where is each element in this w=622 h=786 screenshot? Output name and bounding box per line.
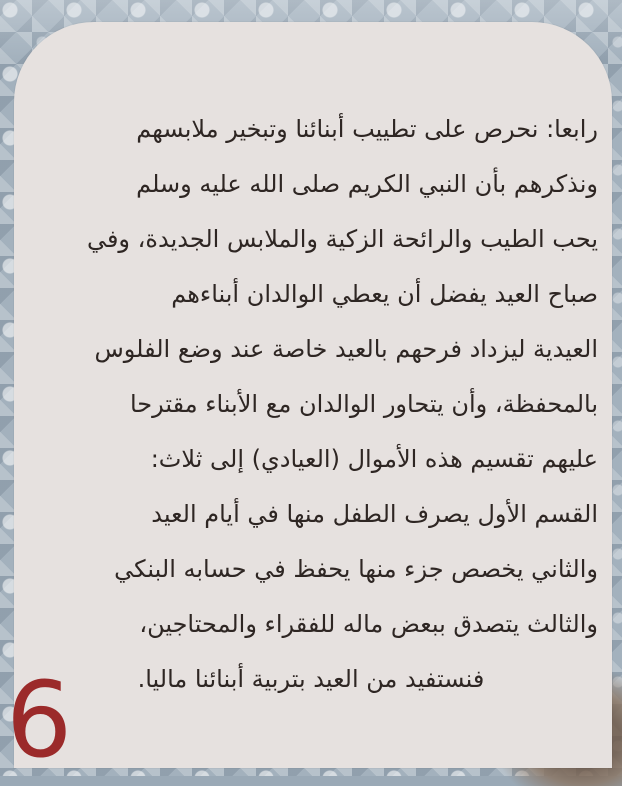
paragraph-line: العيدية ليزداد فرحهم بالعيد خاصة عند وضع الفلوس bbox=[94, 335, 598, 363]
paragraph-line: والثالث يتصدق ببعض ماله للفقراء والمحتاجين، bbox=[139, 610, 598, 638]
text-card bbox=[14, 22, 612, 768]
paragraph-line: فنستفيد من العيد بتربية أبنائنا ماليا. bbox=[137, 665, 485, 693]
paragraph-line: يحب الطيب والرائحة الزكية والملابس الجديدة، وفي bbox=[86, 225, 598, 253]
paragraph-line: ونذكرهم بأن النبي الكريم صلى الله عليه وسلم bbox=[136, 170, 598, 198]
paragraph-line: القسم الأول يصرف الطفل منها في أيام العيد bbox=[151, 500, 598, 528]
card-paragraph bbox=[24, 102, 598, 707]
paragraph-line: عليهم تقسيم هذه الأموال (العيادي) إلى ثلاث: bbox=[150, 445, 598, 473]
paragraph-line: والثاني يخصص جزء منها يحفظ في حسابه البنكي bbox=[114, 555, 598, 583]
paragraph-line: رابعا: نحرص على تطييب أبنائنا وتبخير ملابسهم bbox=[136, 115, 598, 143]
paragraph-line: صباح العيد يفضل أن يعطي الوالدان أبناءهم bbox=[171, 280, 598, 308]
paragraph-line: بالمحفظة، وأن يتحاور الوالدان مع الأبناء مقترحا bbox=[129, 390, 598, 418]
page-number: 6 bbox=[6, 659, 73, 781]
